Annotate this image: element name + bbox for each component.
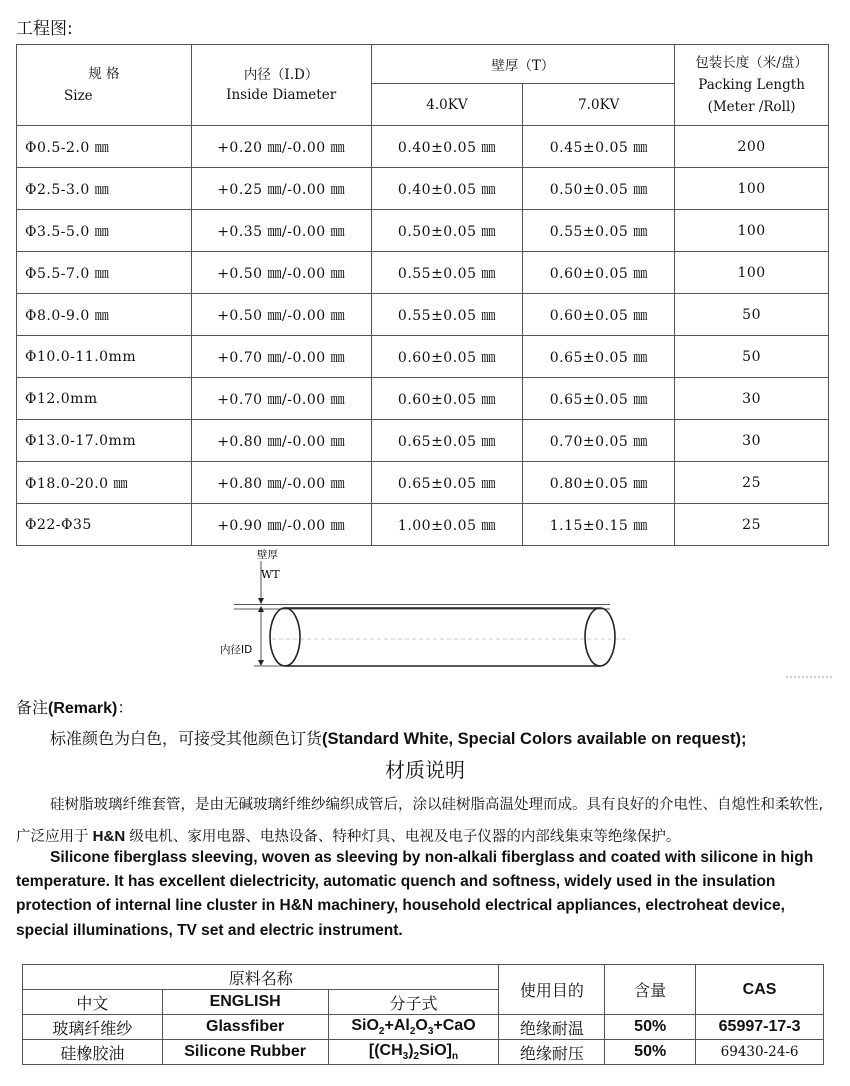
table-row xyxy=(17,252,829,294)
tube-right-end xyxy=(585,608,615,666)
cell-wall-4kv: 0.40±0.05 ㎜ xyxy=(371,168,523,210)
header-size-cn: 规 格 xyxy=(88,66,120,82)
cell-size: Φ8.0-9.0 ㎜ xyxy=(17,294,192,336)
material-cn-part2: 级电机、家用电器、电热设备、特种灯具、电视及电子仪器的内部线集束等绝缘保护。 xyxy=(129,829,681,845)
cell-wall-7kv: 0.65±0.05 ㎜ xyxy=(523,378,675,420)
table-row xyxy=(17,336,829,378)
inside-diameter-label: 内径ID xyxy=(220,644,253,656)
cell-wall-7kv: 0.70±0.05 ㎜ xyxy=(523,420,675,462)
cell-cas: 69430-24-6 xyxy=(696,1040,824,1065)
cell-id: +0.35 ㎜/-0.00 ㎜ xyxy=(191,210,371,252)
cell-id: +0.50 ㎜/-0.00 ㎜ xyxy=(191,294,371,336)
cell-pack: 100 xyxy=(675,210,829,252)
table-row xyxy=(17,210,829,252)
cell-size: Φ3.5-5.0 ㎜ xyxy=(17,210,192,252)
header-wall-4kv: 4.0KV xyxy=(371,84,523,126)
header-packing-length xyxy=(675,45,829,126)
sleeving-diagram xyxy=(210,546,640,676)
page-title: 工程图: xyxy=(16,19,73,39)
cell-wall-7kv: 0.60±0.05 ㎜ xyxy=(523,252,675,294)
header-formula: 分子式 xyxy=(328,990,499,1015)
table-row xyxy=(17,420,829,462)
material-cn-bold: H&N xyxy=(88,828,130,845)
cell-wall-4kv: 0.60±0.05 ㎜ xyxy=(371,336,523,378)
cell-id: +0.70 ㎜/-0.00 ㎜ xyxy=(191,336,371,378)
cell-pack: 200 xyxy=(675,126,829,168)
cell-material-en: Glassfiber xyxy=(162,1015,328,1040)
cell-wall-7kv: 0.55±0.05 ㎜ xyxy=(523,210,675,252)
header-pack-cn: 包装长度（米/盘） xyxy=(695,55,808,71)
cell-id: +0.70 ㎜/-0.00 ㎜ xyxy=(191,378,371,420)
cell-wall-7kv: 0.50±0.05 ㎜ xyxy=(523,168,675,210)
cell-material-cn: 硅橡胶油 xyxy=(23,1040,163,1065)
decorative-dots xyxy=(786,676,832,684)
table-row xyxy=(17,294,829,336)
cell-wall-7kv: 0.45±0.05 ㎜ xyxy=(523,126,675,168)
cell-wall-4kv: 0.65±0.05 ㎜ xyxy=(371,420,523,462)
cell-pack: 50 xyxy=(675,336,829,378)
cell-content: 50% xyxy=(605,1040,696,1065)
remark-color-en: (Standard White, Special Colors available on request); xyxy=(322,730,747,748)
remark-label xyxy=(16,695,133,718)
material-description-en: Silicone fiberglass sleeving, woven as sleeving by non-alkali fiberglass and coated with silicone in high temperature. It has excellent dielectricity, automatic quench and softness, widely used in the insulation protection of internal line cluster in H&N machinery, household electrical appliances, electroheat device, special illuminations, TV set and electric instrument. xyxy=(16,849,814,939)
wall-arrow-top xyxy=(258,598,264,604)
cell-pack: 25 xyxy=(675,462,829,504)
table-row xyxy=(17,168,829,210)
wall-label-en: WT xyxy=(261,568,280,581)
table-row xyxy=(17,504,829,546)
cell-content: 50% xyxy=(605,1015,696,1040)
table-row xyxy=(23,1040,824,1065)
cell-size: Φ12.0mm xyxy=(17,378,192,420)
table-row xyxy=(17,126,829,168)
header-wall-thickness: 壁厚（T） xyxy=(371,45,675,84)
cell-id: +0.80 ㎜/-0.00 ㎜ xyxy=(191,462,371,504)
header-purpose: 使用目的 xyxy=(499,965,605,1015)
materials-table xyxy=(22,964,824,1065)
cell-material-cn: 玻璃纤维纱 xyxy=(23,1015,163,1040)
cell-pack: 100 xyxy=(675,252,829,294)
cell-wall-4kv: 1.00±0.05 ㎜ xyxy=(371,504,523,546)
remark-colon: ： xyxy=(117,698,134,717)
cell-size: Φ2.5-3.0 ㎜ xyxy=(17,168,192,210)
remark-label-cn: 备注 xyxy=(16,698,49,717)
header-cas: CAS xyxy=(696,965,824,1015)
header-wall-7kv: 7.0KV xyxy=(523,84,675,126)
header-pack-en2: (Meter /Roll) xyxy=(707,99,796,115)
cell-wall-4kv: 0.50±0.05 ㎜ xyxy=(371,210,523,252)
cell-wall-4kv: 0.60±0.05 ㎜ xyxy=(371,378,523,420)
spec-table xyxy=(16,44,829,546)
header-size xyxy=(17,45,192,126)
cell-wall-7kv: 0.65±0.05 ㎜ xyxy=(523,336,675,378)
cell-purpose: 绝缘耐温 xyxy=(499,1015,605,1040)
cell-id: +0.80 ㎜/-0.00 ㎜ xyxy=(191,420,371,462)
table-row xyxy=(17,378,829,420)
cell-id: +0.50 ㎜/-0.00 ㎜ xyxy=(191,252,371,294)
cell-wall-4kv: 0.40±0.05 ㎜ xyxy=(371,126,523,168)
tube-left-end xyxy=(270,608,300,666)
cell-id: +0.25 ㎜/-0.00 ㎜ xyxy=(191,168,371,210)
header-english: ENGLISH xyxy=(162,990,328,1015)
cell-wall-4kv: 0.65±0.05 ㎜ xyxy=(371,462,523,504)
cell-size: Φ18.0-20.0 ㎜ xyxy=(17,462,192,504)
cell-size: Φ22-Φ35 xyxy=(17,504,192,546)
table-row xyxy=(23,1015,824,1040)
cell-cas: 65997-17-3 xyxy=(696,1015,824,1040)
header-id-en: Inside Diameter xyxy=(226,87,337,103)
cell-pack: 30 xyxy=(675,378,829,420)
cell-wall-7kv: 0.60±0.05 ㎜ xyxy=(523,294,675,336)
header-size-en: Size xyxy=(64,88,93,104)
cell-formula: $SiO_2+Al_2O_3+CaO$ xyxy=(328,1015,499,1040)
cell-wall-4kv: 0.55±0.05 ㎜ xyxy=(371,252,523,294)
cell-size: Φ0.5-2.0 ㎜ xyxy=(17,126,192,168)
cell-id: +0.90 ㎜/-0.00 ㎜ xyxy=(191,504,371,546)
material-description-cn xyxy=(16,790,836,853)
remark-label-en: (Remark) xyxy=(48,700,118,717)
header-raw-material-name: 原料名称 xyxy=(23,965,499,990)
cell-size: Φ13.0-17.0mm xyxy=(17,420,192,462)
cell-id: +0.20 ㎜/-0.00 ㎜ xyxy=(191,126,371,168)
cell-formula: $[(CH_3)_2SiO]_n$ xyxy=(328,1040,499,1065)
cell-pack: 25 xyxy=(675,504,829,546)
cell-size: Φ10.0-11.0mm xyxy=(17,336,192,378)
remark-color-cn: 标准颜色为白色，可接受其他颜色订货 xyxy=(50,729,323,748)
header-content: 含量 xyxy=(605,965,696,1015)
cell-size: Φ5.5-7.0 ㎜ xyxy=(17,252,192,294)
cell-purpose: 绝缘耐压 xyxy=(499,1040,605,1065)
material-title: 材质说明 xyxy=(385,758,465,782)
material-cn-part1: 硅树脂玻璃纤维套管，是由无碱玻璃纤维纱编织成管后，涂以硅树脂高温处理而成。具有良好的介电性、自熄性和柔软性,广泛应用于 xyxy=(16,797,824,845)
cell-pack: 50 xyxy=(675,294,829,336)
cell-pack: 30 xyxy=(675,420,829,462)
cell-material-en: Silicone Rubber xyxy=(162,1040,328,1065)
cell-wall-7kv: 1.15±0.15 ㎜ xyxy=(523,504,675,546)
header-id-cn: 内径（I.D） xyxy=(243,67,319,83)
cell-pack: 100 xyxy=(675,168,829,210)
wall-label-cn: 壁厚 xyxy=(257,549,278,561)
cell-wall-7kv: 0.80±0.05 ㎜ xyxy=(523,462,675,504)
id-arrow-bottom xyxy=(258,660,264,666)
header-inside-diameter xyxy=(191,45,371,126)
header-chinese: 中文 xyxy=(23,990,163,1015)
cell-wall-4kv: 0.55±0.05 ㎜ xyxy=(371,294,523,336)
header-pack-en1: Packing Length xyxy=(698,77,805,93)
remark-color-note xyxy=(50,726,747,749)
table-row xyxy=(17,462,829,504)
